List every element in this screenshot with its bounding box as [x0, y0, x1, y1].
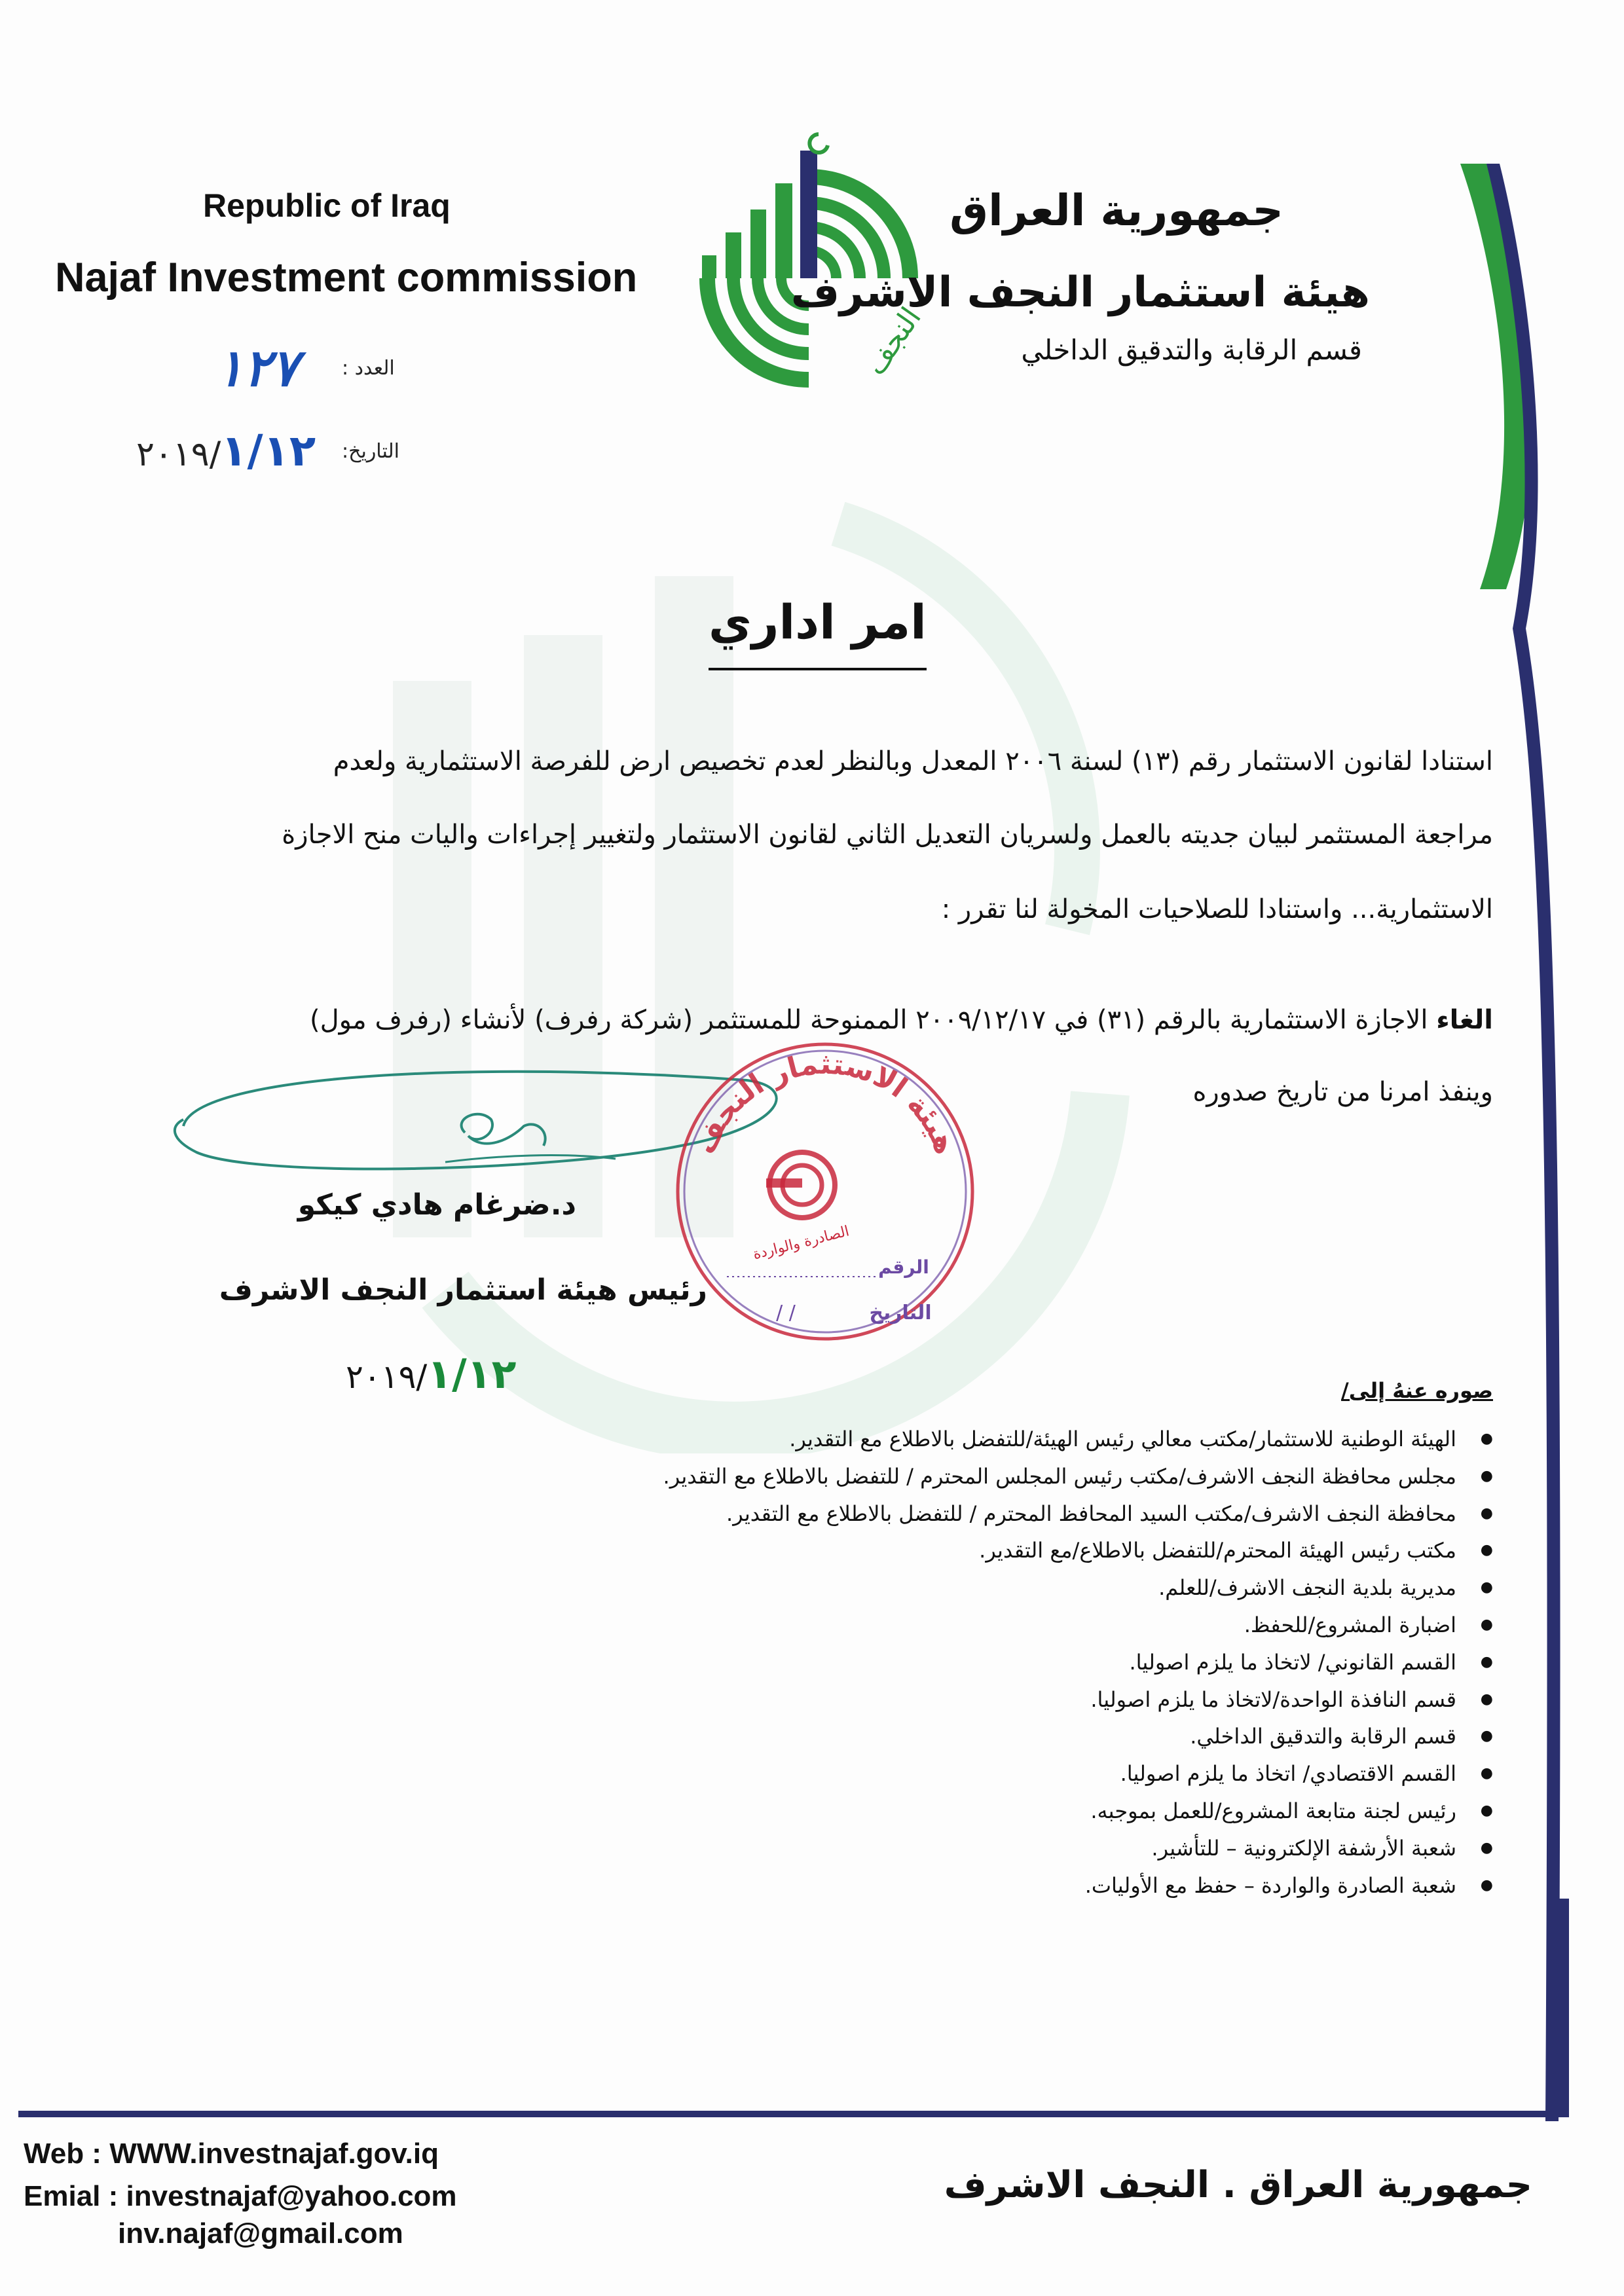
cc-item: ● شعبة الأرشفة الإلكترونية – للتأشير. — [663, 1830, 1493, 1867]
cc-heading: صوره عنهُ إلى/ — [1341, 1378, 1493, 1403]
footer-website — [24, 2138, 439, 2170]
footer-email — [24, 2180, 457, 2213]
cc-item: ● اضبارة المشروع/للحفظ. — [663, 1607, 1493, 1644]
signature-date — [346, 1350, 516, 1398]
signature-date-year: ٢٠١٩/ — [346, 1358, 428, 1396]
website-link[interactable]: WWW.investnajaf.gov.iq — [109, 2138, 439, 2170]
stamp-inner-text: الصادرة والواردة — [751, 1223, 851, 1264]
cc-item: ● شعبة الصادرة والواردة – حفظ مع الأوليات. — [663, 1867, 1493, 1904]
stamp-date-slashes: / / — [776, 1302, 796, 1324]
email-link-1[interactable]: investnajaf@yahoo.com — [126, 2180, 457, 2212]
signer-title: رئيس هيئة استثمار النجف الاشرف — [219, 1273, 707, 1307]
header-department-ar: قسم الرقابة والتدقيق الداخلي — [1021, 334, 1362, 366]
cc-item: ● مكتب رئيس الهيئة المحترم/للتفضل بالاطلاع/مع التقدير. — [663, 1532, 1493, 1569]
header-commission-en: Najaf Investment commission — [55, 255, 638, 301]
stamp-number-label: الرقم — [878, 1256, 929, 1278]
document-date-value — [136, 426, 316, 476]
date-handwritten: ١/١٢ — [221, 426, 316, 476]
cc-list — [663, 1421, 1493, 1904]
commission-logo — [688, 124, 936, 399]
body-line-2: مراجعة المستثمر لبيان جديته بالعمل ولسريان التعديل الثاني لقانون الاستثمار ولتغيير إجراءات واليات منح الاجازة — [282, 820, 1493, 850]
document-number-value: ١٢٧ — [216, 339, 299, 398]
header-commission-ar: هيئة استثمار النجف الاشرف — [790, 268, 1370, 317]
document-number-label: العدد : — [342, 357, 395, 380]
body-line-1: استنادا لقانون الاستثمار رقم (١٣) لسنة ٢٠٠٦ المعدل وبالنظر لعدم تخصيص ارض للفرصة الاستثمارية ولعدم — [333, 746, 1493, 776]
signer-name: د.ضرغام هادي كيكو — [297, 1188, 576, 1222]
header-republic-en: Republic of Iraq — [203, 187, 451, 224]
cc-item: ● قسم النافذة الواحدة/لاتخاذ ما يلزم اصوليا. — [663, 1681, 1493, 1719]
svg-text:هيئة الاستثمار النجف — [688, 1048, 962, 1159]
stamp-top-text: هيئة الاستثمار النجف — [688, 1047, 963, 1159]
header-republic-ar: جمهورية العراق — [950, 185, 1283, 236]
decision-line-2: وينفذ امرنا من تاريخ صدوره — [1192, 1077, 1493, 1107]
logo-text: النجف — [858, 301, 928, 382]
decision-keyword: الغاء — [1436, 1005, 1493, 1035]
footer-divider — [18, 2111, 1551, 2117]
document-title: امر اداري — [709, 594, 927, 670]
stamp-date-label: التاريخ — [869, 1302, 932, 1324]
cc-item: ● القسم القانوني/ لاتخاذ ما يلزم اصوليا. — [663, 1644, 1493, 1681]
cc-item: ● رئيس لجنة متابعة المشروع/للعمل بموجبه. — [663, 1793, 1493, 1830]
document-date-label: التاريخ: — [342, 440, 399, 463]
footer-email-label: Emial : — [24, 2180, 119, 2212]
email-link-2[interactable]: inv.najaf@gmail.com — [118, 2217, 403, 2250]
footer-web-label: Web : — [24, 2138, 101, 2170]
signature-date-handwritten: ١/١٢ — [427, 1350, 517, 1398]
cc-item: ● مديرية بلدية النجف الاشرف/للعلم. — [663, 1569, 1493, 1607]
cc-item: ● قسم الرقابة والتدقيق الداخلي. — [663, 1718, 1493, 1755]
cc-item: ● محافظة النجف الاشرف/مكتب السيد المحافظ المحترم / للتفضل بالاطلاع مع التقدير. — [663, 1495, 1493, 1533]
body-line-3: الاستثمارية... واستنادا للصلاحيات المخولة لنا تقرر : — [941, 894, 1493, 924]
decision-text: الاجازة الاستثمارية بالرقم (٣١) في ٢٠٠٩/١٢/١٧ الممنوحة للمستثمر (شركة رفرف) لأنشاء (رفرف مول) — [309, 1005, 1437, 1035]
date-year: ٢٠١٩/ — [136, 435, 221, 474]
footer-address-ar: جمهورية العراق . النجف الاشرف — [944, 2164, 1532, 2206]
cc-item: ● الهيئة الوطنية للاستثمار/مكتب معالي رئيس الهيئة/للتفضل بالاطلاع مع التقدير. — [663, 1421, 1493, 1458]
official-stamp — [668, 1021, 982, 1362]
cc-item: ● مجلس محافظة النجف الاشرف/مكتب رئيس المجلس المحترم / للتفضل بالاطلاع مع التقدير. — [663, 1458, 1493, 1495]
cc-item: ● القسم الاقتصادي/ اتخاذ ما يلزم اصوليا. — [663, 1755, 1493, 1793]
